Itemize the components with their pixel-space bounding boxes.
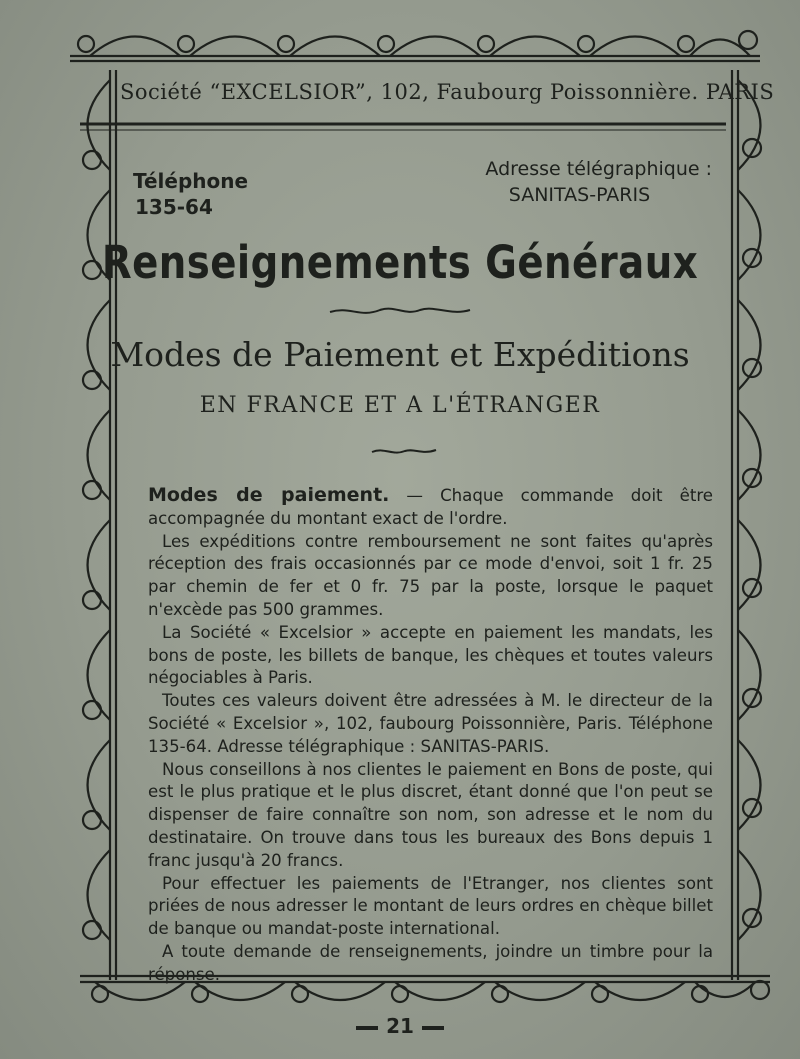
header-title: Société “EXCELSIOR”, 102, Faubourg Poissonnière. PARIS [120, 80, 775, 104]
paragraph-1 [148, 484, 713, 531]
body-text [148, 484, 713, 987]
sub-sub-title: EN FRANCE ET A L'ÉTRANGER [199, 393, 601, 418]
paragraph-3: La Société « Excelsior » accepte en paiement les mandats, les bons de poste, les billets de banque, les chèques et toutes valeurs négociables à Paris. [148, 622, 713, 688]
paragraph-1-text: — Chaque commande doit être accompagnée du montant exact de l'ordre. [148, 486, 713, 528]
telegraph-address-block [392, 156, 712, 208]
paragraph-2: Les expéditions contre remboursement ne sont faites qu'après réception des frais occasionnés par ce mode d'envoi, soit 1 fr. 25 par chemin de fer et 0 fr. 75 par la poste, lorsque le paquet n'excède pas 500 grammes. [148, 531, 713, 619]
paragraph-7: A toute demande de renseignements, joindre un timbre pour la réponse. [148, 941, 713, 984]
paragraph-4: Toutes ces valeurs doivent être adressées à M. le directeur de la Société « Excelsior », 102, faubourg Poissonnière, Paris. Téléphone 135-64. Adresse télégraphique : SANITAS-PARIS. [148, 691, 713, 756]
paragraph-5: Nous conseillons à nos clientes le paiement en Bons de poste, qui est le plus pratique et le plus discret, étant donné que l'on peut se dispenser de faire connaître son nom, son adresse et le nom du destinataire. On trouve dans tous les bureaux des Bons depuis 1 franc jusqu'à 20 francs. [148, 759, 713, 870]
telephone-block [133, 168, 248, 220]
subtitle-flourish [372, 450, 436, 453]
paragraph-6: Pour effectuer les paiements de l'Etranger, nos clientes sont priées de nous adresser le montant de leurs ordres en chèque billet de banque ou mandat-poste international. [148, 873, 713, 939]
main-title: Renseignements Généraux [101, 236, 699, 289]
telegraph-address-value: SANITAS-PARIS [508, 184, 651, 206]
page-number-dash-left [356, 1026, 378, 1030]
title-flourish [330, 309, 470, 313]
page-number-dash-right [422, 1026, 444, 1030]
lead-heading: Modes de paiement. [148, 484, 390, 506]
page-number [0, 1014, 800, 1038]
sub-title: Modes de Paiement et Expéditions [110, 335, 690, 374]
telegraph-address-label: Adresse télégraphique : [485, 158, 712, 180]
telephone-number: 135-64 [135, 195, 213, 219]
telephone-label: Téléphone [133, 169, 249, 193]
page-number-value: 21 [386, 1014, 414, 1038]
